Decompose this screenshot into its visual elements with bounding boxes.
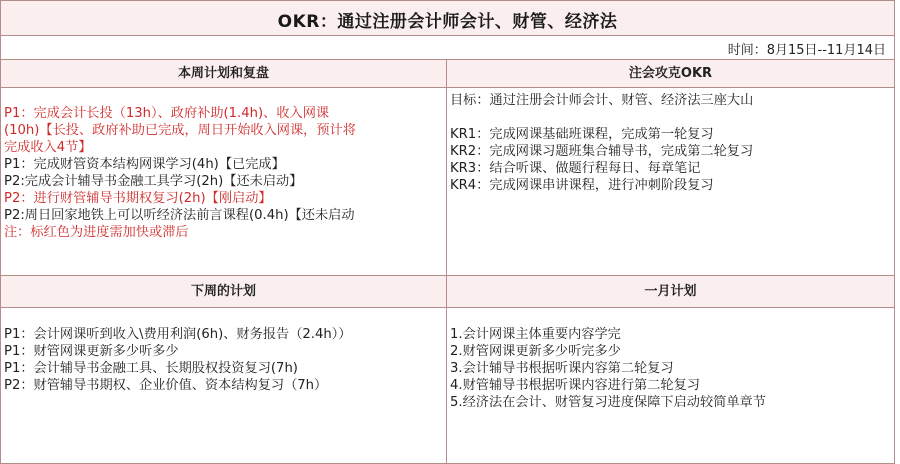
title-row — [0, 0, 895, 36]
next-week-line: P2：财管辅导书期权、企业价值、资本结构复习（7h） — [4, 378, 328, 393]
next-week-line: P1：会计辅导书金融工具、长期股权投资复习(7h) — [4, 361, 298, 376]
time-range: 时间：8月15日--11月14日 — [727, 43, 886, 58]
week-plan-line: P2:完成会计辅导书金融工具学习(2h)【还未启动】 — [4, 174, 303, 189]
week-plan-line: P1：完成会计长投（13h）、政府补助(1.4h)、收入网课 — [4, 106, 330, 121]
week-plan-body — [0, 88, 447, 276]
next-week-body — [0, 308, 447, 464]
okr-body — [446, 88, 895, 276]
time-row — [0, 36, 895, 60]
week-plan-line: (10h)【长投、政府补助已完成，周日开始收入网课，预计将 — [4, 123, 356, 138]
okr-kr-item: KR1：完成网课基础班课程，完成第一轮复习 — [450, 127, 714, 142]
month-plan-line: 5.经济法在会计、财管复习进度保障下启动较简单章节 — [450, 395, 766, 410]
month-plan-line: 2.财管网课更新多少听完多少 — [450, 344, 621, 359]
week-plan-line: P1：完成财管资本结构网课学习(4h)【已完成】 — [4, 157, 285, 172]
next-week-line: P1：财管网课更新多少听多少 — [4, 344, 179, 359]
month-plan-header: 一月计划 — [446, 276, 895, 308]
okr-kr-item: KR4：完成网课串讲课程，进行冲刺阶段复习 — [450, 178, 714, 193]
next-week-header: 下周的计划 — [0, 276, 447, 308]
okr-goal: 目标：通过注册会计师会计、财管、经济法三座大山 — [450, 93, 754, 108]
next-week-line: P1：会计网课听到收入\费用利润(6h)、财务报告（2.4h）） — [4, 327, 352, 342]
okr-header: 注会攻克OKR — [446, 60, 895, 88]
week-plan-note: 注：标红色为进度需加快或滞后 — [4, 225, 189, 240]
week-plan-header: 本周计划和复盘 — [0, 60, 447, 88]
week-plan-line: P2:周日回家地铁上可以听经济法前言课程(0.4h)【还未启动 — [4, 208, 355, 223]
okr-kr-item: KR2：完成网课习题班集合辅导书，完成第二轮复习 — [450, 144, 754, 159]
month-plan-line: 4.财管辅导书根据听课内容进行第二轮复习 — [450, 378, 700, 393]
okr-kr-item: KR3：结合听课、做题行程每日、每章笔记 — [450, 161, 701, 176]
month-plan-line: 1.会计网课主体重要内容学完 — [450, 327, 621, 342]
week-plan-line: P2：进行财管辅导书期权复习(2h)【刚启动】 — [4, 191, 272, 206]
week-plan-line: 完成收入4节】 — [4, 140, 92, 155]
page-title: OKR：通过注册会计师会计、财管、经济法 — [277, 12, 618, 32]
month-plan-line: 3.会计辅导书根据听课内容第二轮复习 — [450, 361, 674, 376]
month-plan-body — [446, 308, 895, 464]
